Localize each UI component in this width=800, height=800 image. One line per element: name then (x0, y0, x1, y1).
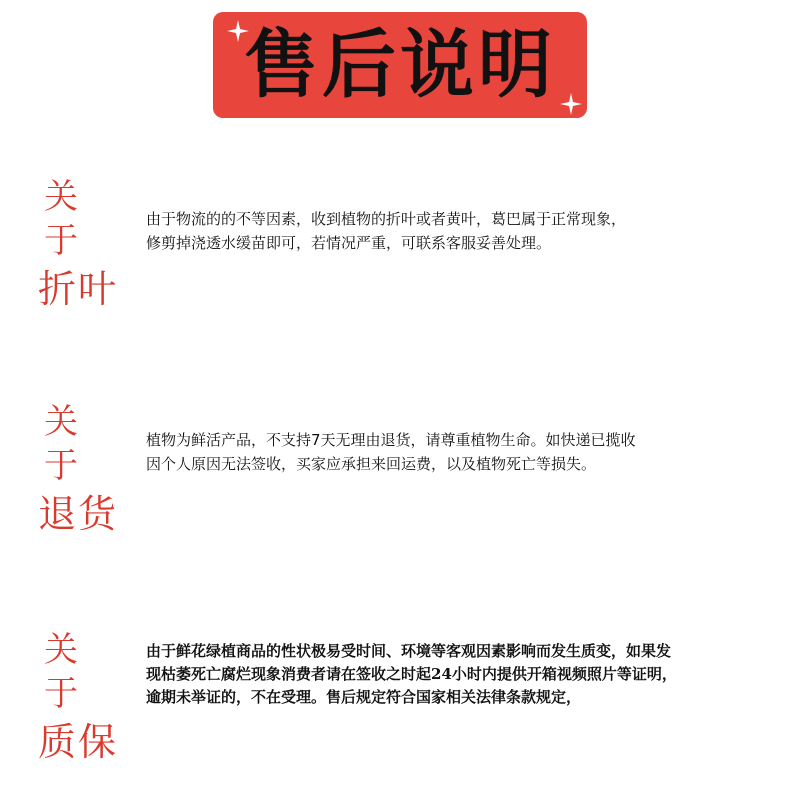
body-line: 逾期未举证的，不在受理。售后规定符合国家相关法律条款规定， (146, 688, 582, 706)
sparkle-icon (560, 93, 582, 115)
body-line: 植物为鲜活产品，不支持7天无理由退货，请尊重植物生命。如快递已揽收 (146, 431, 636, 449)
page-title: 售后说明 (244, 22, 556, 108)
heading-line2: 质保 (38, 720, 119, 764)
section-body (146, 640, 796, 709)
body-line: 因个人原因无法签收，买家应承担来回运费，以及植物死亡等损失。 (146, 455, 597, 473)
title-banner (213, 12, 587, 118)
section-heading (38, 628, 133, 768)
body-line: 现枯萎死亡腐烂现象消费者请在签收之时起24小时内提供开箱视频照片等证明， (146, 665, 677, 683)
heading-line1: 关于 (44, 630, 92, 714)
section-body (146, 207, 766, 255)
body-line: 由于物流的的不等因素，收到植物的折叶或者黄叶，葛巴属于正常现象， (146, 210, 627, 228)
section-body (146, 428, 766, 476)
body-line: 修剪掉浇透水缓苗即可，若情况严重，可联系客服妥善处理。 (146, 234, 552, 252)
section-heading (38, 400, 133, 540)
heading-line2: 退货 (38, 492, 119, 536)
section-heading (38, 175, 133, 315)
heading-line1: 关于 (44, 402, 92, 486)
body-line: 由于鲜花绿植商品的性状极易受时间、环境等客观因素影响而发生质变，如果发 (146, 642, 672, 660)
sparkle-icon (227, 20, 249, 42)
heading-line2: 折叶 (38, 267, 119, 311)
heading-line1: 关于 (44, 177, 92, 261)
